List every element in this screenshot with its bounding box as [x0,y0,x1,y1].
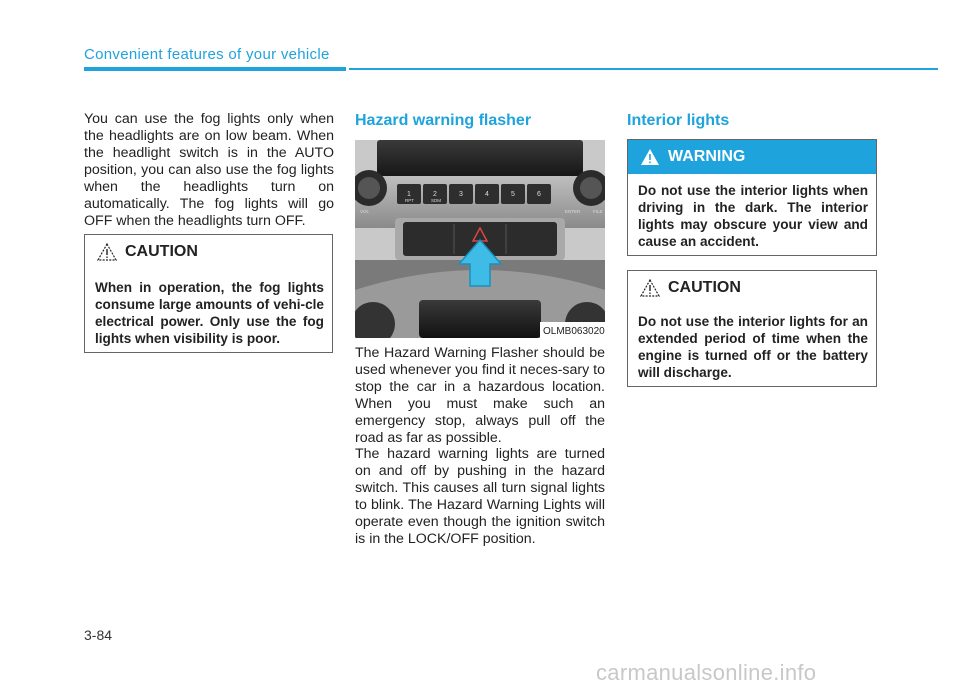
caution-triangle-icon [97,243,117,261]
interior-caution-text: Do not use the interior lights for an extended period of time when the engine is turned off or the battery will discharge. [638,314,868,380]
dashboard-illustration [355,140,605,338]
enter-label: ENTER [565,209,581,214]
interior-warning-text: Do not use the interior lights when driving in the dark. The interior lights may obscure your view and cause an accident. [638,183,868,249]
file-label: FILE [593,209,603,214]
interior-caution-box [627,270,877,387]
preset-5-label: 5 [511,191,515,198]
section-title: Convenient features of your vehicle [84,46,330,63]
fog-caution-title: CAUTION [125,243,198,260]
preset-1-sublabel: RPT [405,198,414,203]
fog-caution-text: When in operation, the fog lights consume large amounts of vehi-cle electrical power. Only use the fog lights when visibility is poor. [95,280,324,346]
caution-triangle-icon [640,279,660,297]
page-number: 3-84 [84,627,113,643]
warning-triangle-icon [640,148,660,166]
interior-warning-box [627,139,877,256]
interior-warning-header [628,140,876,174]
preset-1-label: 1 [407,191,411,198]
vol-label: VOL [360,209,370,214]
preset-4-label: 4 [485,191,489,198]
preset-2-sublabel: SDM [431,198,441,203]
header-rule-left [84,67,346,71]
interior-heading: Interior lights [627,112,730,129]
interior-caution-header [628,271,876,305]
interior-caution-title: CAUTION [668,279,741,296]
hazard-paragraph-2: The hazard warning lights are turned on and off by pushing in the hazard switch. This causes all turn signal lights to blink. The Hazard Warning Lights will operate even though the ignition switch is in the LOCK/OFF position. [355,446,605,547]
hazard-switch-photo [355,140,605,338]
hazard-heading: Hazard warning flasher [355,112,532,129]
preset-3-label: 3 [459,191,463,198]
fog-caution-header [85,235,332,269]
hazard-paragraph-1: The Hazard Warning Flasher should be used whenever you find it neces-sary to stop the car in a hazardous location. When you must make such an emergency stop, always pull off the road as far as possible. [355,345,605,446]
image-code: OLMB063020 [543,326,605,337]
interior-warning-title: WARNING [668,148,746,165]
watermark: carmanualsonline.info [596,660,817,685]
fog-lights-paragraph: You can use the fog lights only when the headlights are on low beam. When the headlight switch is in the AUTO position, you can also use the fog lights when the headlights turn on automatically. The fog lights will go OFF when the headlights turn OFF. [84,111,334,229]
preset-6-label: 6 [537,191,541,198]
fog-caution-box [84,234,333,353]
preset-2-label: 2 [433,191,437,198]
header-rule-right [349,68,938,70]
